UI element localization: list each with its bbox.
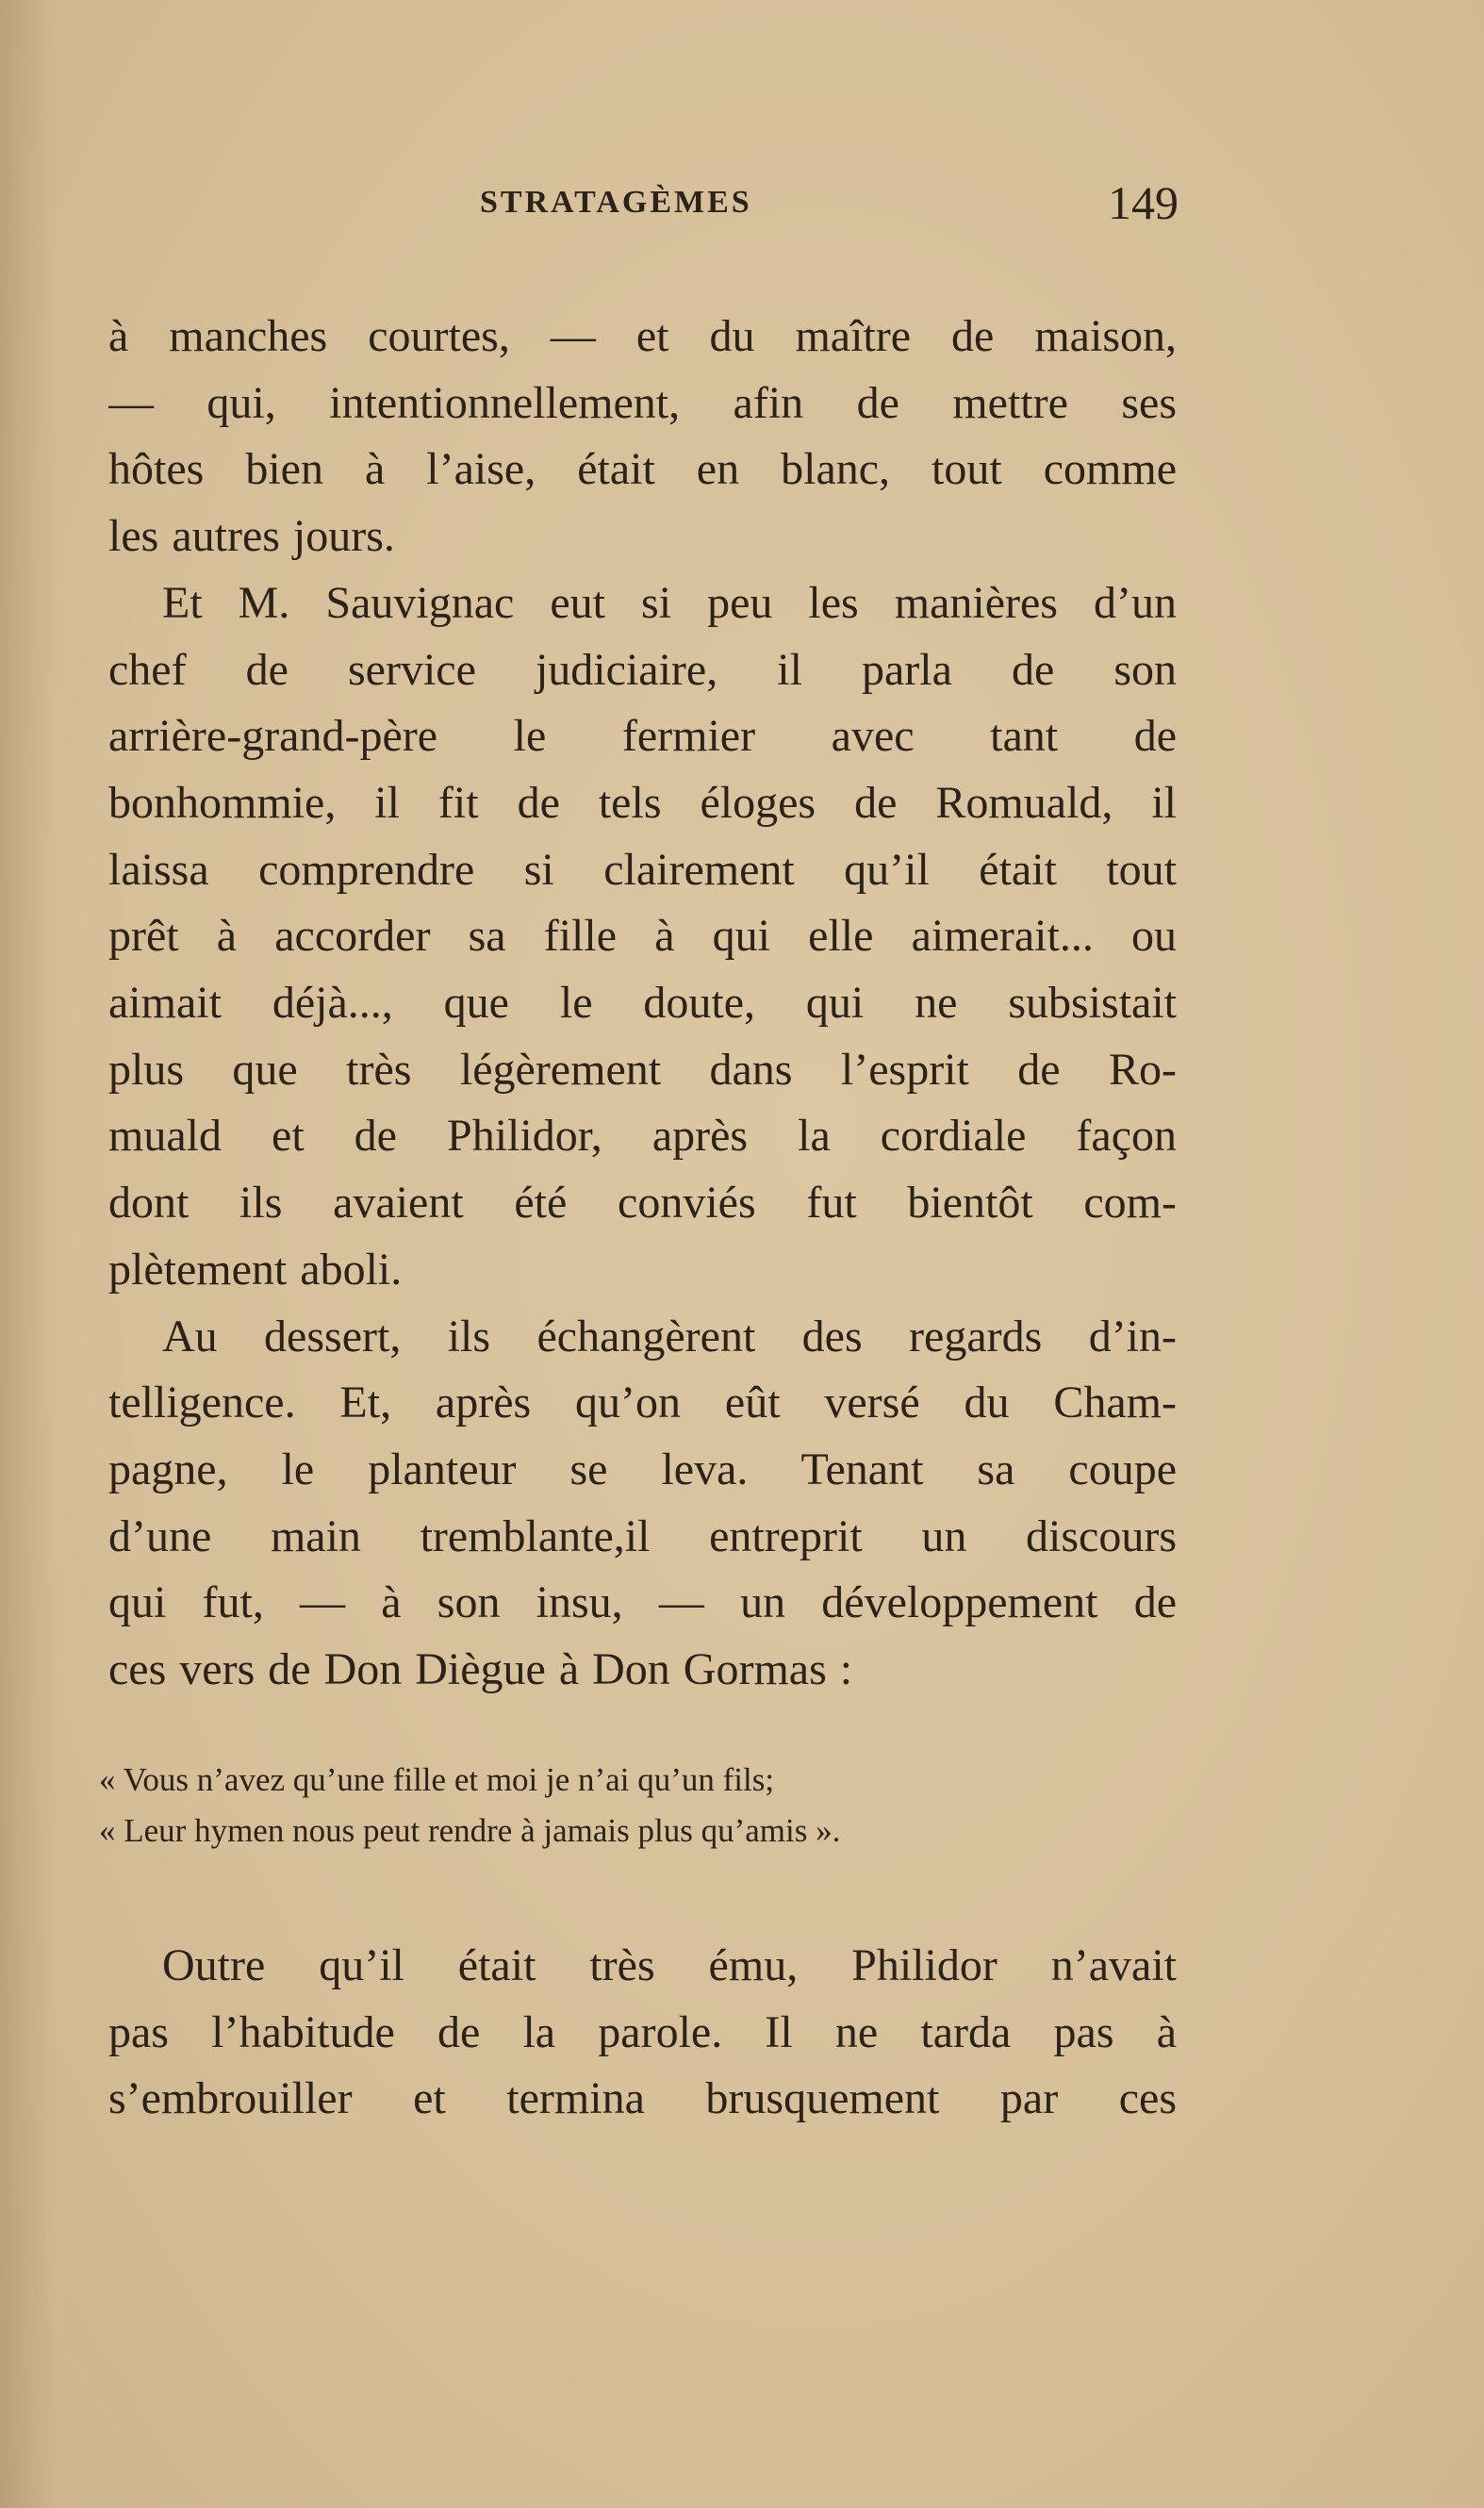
- text-line: s’embrouiller et termina brusquement par ces: [108, 2073, 1177, 2124]
- text-line: bonhommie, il fit de tels éloges de Romuald, il: [108, 777, 1177, 828]
- text-line: qui fut, — à son insu, — un développement de: [108, 1577, 1177, 1628]
- text-line: laissa comprendre si clairement qu’il était tout: [108, 844, 1177, 895]
- text-line: Et M. Sauvignac eut si peu les manières d’un: [162, 577, 1177, 628]
- text-line: les autres jours.: [108, 511, 395, 562]
- text-line: pagne, le planteur se leva. Tenant sa coupe: [108, 1444, 1177, 1494]
- text-line: Au dessert, ils échangèrent des regards d’in-: [162, 1311, 1177, 1361]
- text-line: à manches courtes, — et du maître de maison,: [108, 311, 1177, 361]
- text-line: — qui, intentionnellement, afin de mettre ses: [108, 377, 1177, 428]
- text-line: plètement aboli.: [108, 1244, 403, 1295]
- text-line: dont ils avaient été conviés fut bientôt com-: [108, 1178, 1177, 1229]
- text-line: telligence. Et, après qu’on eût versé du Cham-: [108, 1378, 1177, 1428]
- page-number: 149: [1108, 176, 1179, 229]
- text-line: pas l’habitude de la parole. Il ne tarda pas à: [108, 2006, 1177, 2057]
- verse-line: « Leur hymen nous peut rendre à jamais plus qu’amis ».: [99, 1812, 841, 1849]
- text-line: muald et de Philidor, après la cordiale façon: [108, 1111, 1177, 1162]
- verse-line: « Vous n’avez qu’une fille et moi je n’ai qu’un fils;: [99, 1761, 775, 1798]
- text-line: Outre qu’il était très ému, Philidor n’avait: [162, 1940, 1177, 1990]
- text-line: chef de service judiciaire, il parla de son: [108, 644, 1177, 695]
- text-line: hôtes bien à l’aise, était en blanc, tout comme: [108, 444, 1177, 495]
- page-gutter-shadow: [0, 0, 57, 2508]
- text-line: plus que très légèrement dans l’esprit de Ro-: [108, 1044, 1177, 1095]
- text-line: aimait déjà..., que le doute, qui ne subsistait: [108, 978, 1177, 1028]
- running-title: STRATAGÈMES: [480, 185, 752, 220]
- text-line: arrière-grand-père le fermier avec tant de: [108, 711, 1177, 762]
- text-line: prêt à accorder sa fille à qui elle aimerait... ou: [108, 911, 1177, 962]
- text-line: ces vers de Don Diègue à Don Gormas :: [108, 1644, 853, 1694]
- text-line: d’une main tremblante,il entreprit un discours: [108, 1510, 1177, 1561]
